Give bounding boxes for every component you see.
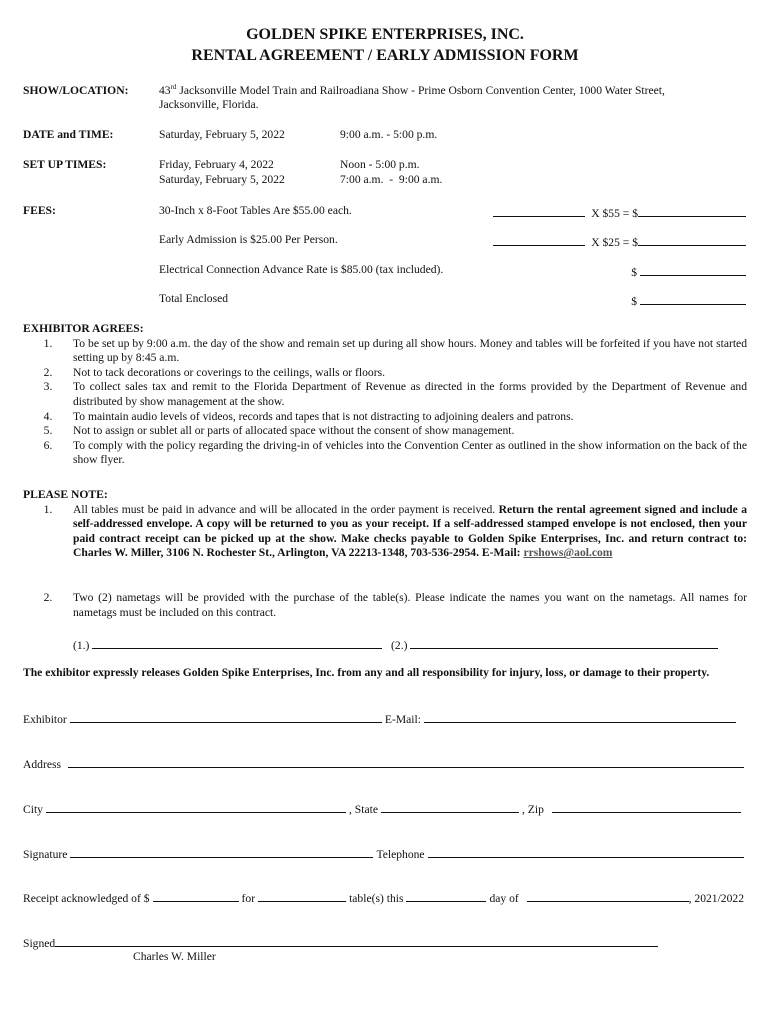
please-note-section	[23, 488, 747, 561]
city-field[interactable]	[46, 801, 346, 813]
tables-amount-field[interactable]	[638, 204, 746, 217]
fee-tables-calc: X $55 = $	[493, 204, 746, 222]
show-location-city: Jacksonville, Florida.	[159, 98, 259, 111]
setup-time-1: Noon - 5:00 p.m.	[340, 158, 420, 171]
fee-electric-calc: $	[631, 263, 746, 281]
early-qty-field[interactable]	[493, 233, 585, 246]
signature-row: Signature Telephone	[23, 846, 747, 863]
exhibitor-agrees-heading: EXHIBITOR AGREES:	[23, 322, 144, 335]
telephone-field[interactable]	[428, 846, 744, 858]
fees-label: FEES:	[23, 204, 56, 217]
list-item: 1. To be set up by 9:00 a.m. the day of the show and remain set up during all show hours. Money and tables will be forfeited if you have not started setting up by 8:45 a.m.	[43, 336, 747, 365]
list-item: 1. All tables must be paid in advance and will be allocated in the order payment is received. Return the rental agreement signed and include a self-addressed envelope. A copy will be returned to you as your receipt. If a self-addressed stamped envelope is not enclosed, then your paid contract receipt can be picked up at the show. Make checks payable to Golden Spike Enterprises, Inc. and return contract to: Charles W. Miller, 3106 N. Rochester St., Arlington, VA 22213-1348, 703-536-2954. E-Mail: rrshows@aol.com	[43, 502, 747, 560]
setup-day-2: Saturday, February 5, 2022	[159, 173, 285, 186]
fee-electric-text: Electrical Connection Advance Rate is $85.00 (tax included).	[159, 263, 444, 276]
email-field[interactable]	[424, 711, 736, 723]
receipt-month-field[interactable]	[527, 890, 689, 902]
signed-row: Signed	[23, 935, 661, 952]
fee-total-text: Total Enclosed	[159, 292, 229, 305]
show-location-label: SHOW/LOCATION:	[23, 84, 129, 97]
total-amount-field[interactable]	[640, 292, 746, 305]
please-note-heading: PLEASE NOTE:	[23, 488, 108, 501]
zip-field[interactable]	[552, 801, 741, 813]
fee-total-calc: $	[631, 292, 746, 310]
nametag-1-field[interactable]	[92, 636, 382, 649]
signer-name: Charles W. Miller	[133, 950, 216, 963]
list-item: 2. Not to tack decorations or coverings to the ceilings, walls or floors.	[43, 365, 385, 379]
signed-field[interactable]	[55, 935, 658, 947]
exhibitor-row: Exhibitor E-Mail:	[23, 711, 739, 728]
email-link[interactable]: rrshows@aol.com	[523, 546, 613, 560]
setup-day-1: Friday, February 4, 2022	[159, 158, 274, 171]
show-location-value: 43rd Jacksonville Model Train and Railroadiana Show - Prime Osborn Convention Center, 1000 Water Street,	[159, 83, 665, 97]
document-title: GOLDEN SPIKE ENTERPRISES, INC.	[246, 26, 524, 43]
electric-amount-field[interactable]	[640, 263, 746, 276]
fee-tables-text: 30-Inch x 8-Foot Tables Are $55.00 each.	[159, 204, 352, 217]
receipt-tables-field[interactable]	[258, 890, 346, 902]
fee-early-text: Early Admission is $25.00 Per Person.	[159, 233, 338, 246]
city-row: City , State , Zip	[23, 801, 744, 818]
early-amount-field[interactable]	[638, 233, 746, 246]
list-item: 3. To collect sales tax and remit to the Florida Department of Revenue as directed in the forms provided by the Department of Revenue and distributed by show management at the show.	[43, 380, 747, 408]
signature-field[interactable]	[70, 846, 373, 858]
liability-release: The exhibitor expressly releases Golden Spike Enterprises, Inc. from any and all responsibility for injury, loss, or damage to their property.	[23, 666, 710, 679]
receipt-amount-field[interactable]	[153, 890, 239, 902]
nametag-fields: (1.) (2.)	[73, 636, 718, 654]
address-field[interactable]	[68, 756, 744, 768]
form-title: RENTAL AGREEMENT / EARLY ADMISSION FORM	[191, 47, 579, 64]
list-item: 6. To comply with the policy regarding the driving-in of vehicles into the Convention Center as outlined in the show information on the back of the show flyer.	[43, 438, 747, 467]
list-item: 4. To maintain audio levels of videos, records and tapes that is not distracting to adjoining dealers and patrons.	[43, 409, 574, 423]
show-time: 9:00 a.m. - 5:00 p.m.	[340, 128, 438, 141]
setup-times-label: SET UP TIMES:	[23, 158, 107, 171]
exhibitor-field[interactable]	[70, 711, 382, 723]
state-field[interactable]	[381, 801, 519, 813]
nametag-2-field[interactable]	[410, 636, 718, 649]
receipt-day-field[interactable]	[406, 890, 486, 902]
setup-time-2: 7:00 a.m. - 9:00 a.m.	[340, 173, 443, 186]
tables-qty-field[interactable]	[493, 204, 585, 217]
nametag-note	[23, 591, 747, 620]
date-time-label: DATE and TIME:	[23, 128, 114, 141]
receipt-row: Receipt acknowledged of $ for table(s) this day of , 2021/2022	[23, 892, 744, 905]
list-item: 5. Not to assign or sublet all or parts of allocated space without the consent of show management.	[43, 424, 515, 438]
fee-early-calc: X $25 = $	[493, 233, 746, 251]
show-date: Saturday, February 5, 2022	[159, 128, 285, 141]
list-item: 2. Two (2) nametags will be provided with the purchase of the table(s). Please indicate the names you want on the nametags. All names for nametags must be included on this contract.	[43, 591, 747, 619]
exhibitor-agrees-section	[23, 322, 747, 468]
address-row: Address	[23, 756, 747, 773]
